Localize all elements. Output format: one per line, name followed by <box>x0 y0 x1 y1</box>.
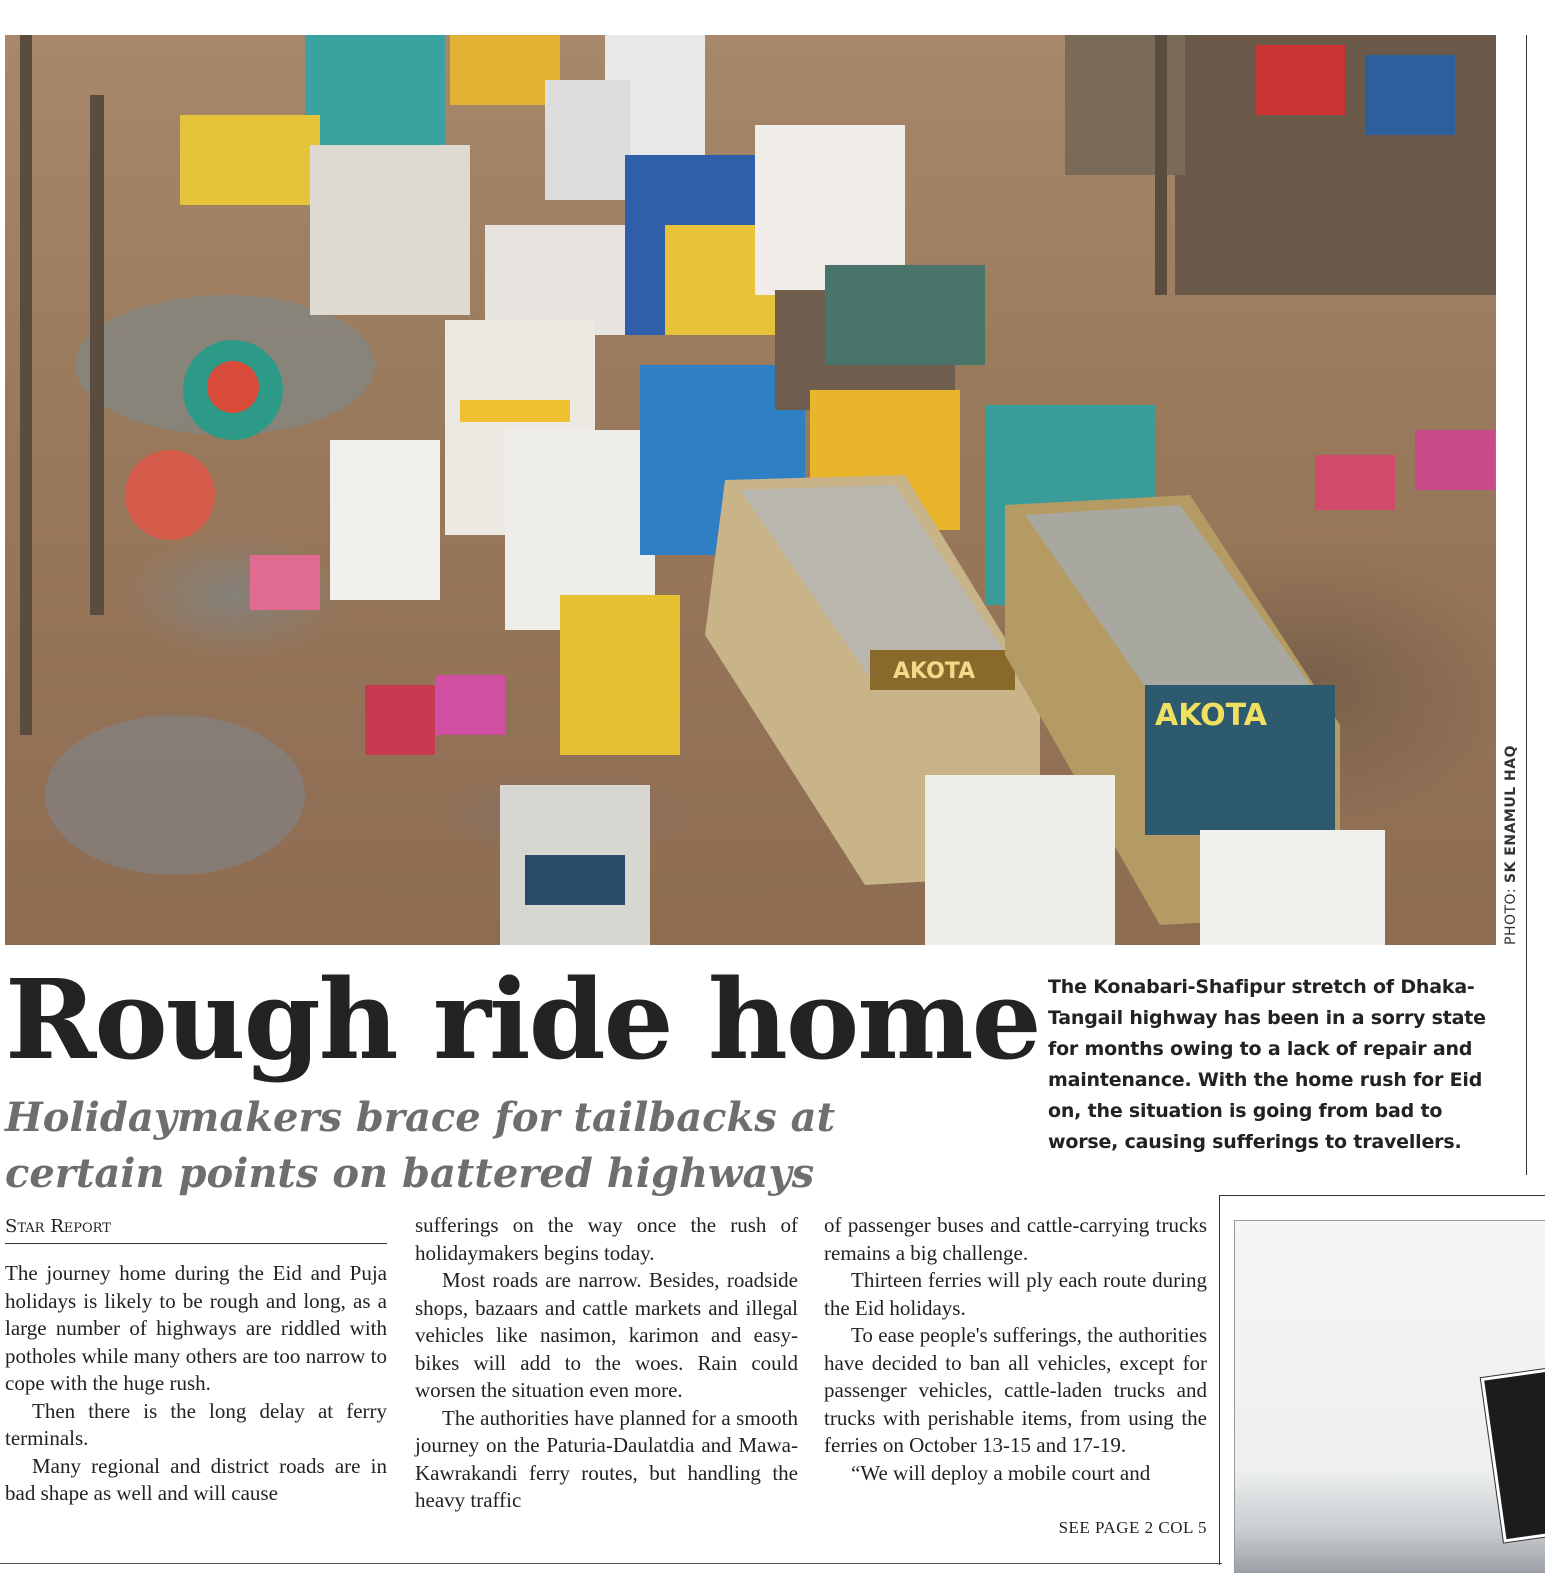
adjacent-story-border-top <box>1219 1195 1545 1196</box>
column-divider <box>1526 35 1527 1175</box>
article-paragraph: To ease people's sufferings, the authorities have decided to ban all vehicles, except for passenger vehicles, cattle-laden trucks and trucks with perishable items, from using the ferries on October 13-15 and 17-19. <box>824 1323 1207 1457</box>
bus-label-2: AKOTA <box>1155 698 1267 733</box>
article-column-3 <box>824 1212 1207 1487</box>
photo-credit-prefix: PHOTO: <box>1503 883 1519 945</box>
subhead: Holidaymakers brace for tailbacks at certain points on battered highways <box>5 1094 836 1197</box>
photo-caption: The Konabari-Shafipur stretch of Dhaka-Tangail highway has been in a sorry state for months owing to a lack of repair and maintenance. With the home rush for Eid on, the situation is going from bad to worse, causing sufferings to travellers. <box>1048 976 1486 1153</box>
bottom-rule <box>0 1563 1222 1564</box>
article-paragraph: sufferings on the way once the rush of holidaymakers begins today. <box>415 1213 798 1265</box>
photo-credit <box>1503 745 1519 945</box>
article-paragraph: of passenger buses and cattle-carrying trucks remains a big challenge. <box>824 1213 1207 1265</box>
article-paragraph: Many regional and district roads are in bad shape as well and will cause <box>5 1453 387 1505</box>
photo-illustration <box>5 35 1496 945</box>
continued-on-link[interactable]: SEE PAGE 2 COL 5 <box>1058 1518 1207 1537</box>
adjacent-story-border-left <box>1219 1195 1220 1565</box>
traffic-jam-photo <box>5 35 1496 945</box>
article-column-1 <box>5 1260 387 1508</box>
headline: Rough ride home <box>5 955 1040 1084</box>
article-paragraph: “We will deploy a mobile court and <box>851 1460 1151 1485</box>
article-paragraph: Then there is the long delay at ferry terminals. <box>5 1398 387 1450</box>
article-paragraph: The authorities have planned for a smooth journey on the Paturia-Daulatdia and Mawa-Kawrakandi ferry routes, but handling the heavy traffic <box>415 1405 798 1512</box>
article-paragraph: Most roads are narrow. Besides, roadside shops, bazaars and cattle markets and illegal vehicles like nasimon, karimon and easy-bikes will add to the woes. Rain could worsen the situation even more. <box>415 1268 798 1402</box>
article-paragraph: Thirteen ferries will ply each route during the Eid holidays. <box>824 1268 1207 1320</box>
byline: Star Report <box>5 1214 387 1244</box>
photo-credit-name: SK ENAMUL HAQ <box>1503 745 1519 884</box>
bus-label-1: AKOTA <box>893 659 976 684</box>
article-column-2 <box>415 1212 798 1515</box>
article-paragraph: The journey home during the Eid and Puja holidays is likely to be rough and long, as a large number of highways are riddled with potholes while many others are too narrow to cope with the huge rush. <box>5 1261 387 1395</box>
